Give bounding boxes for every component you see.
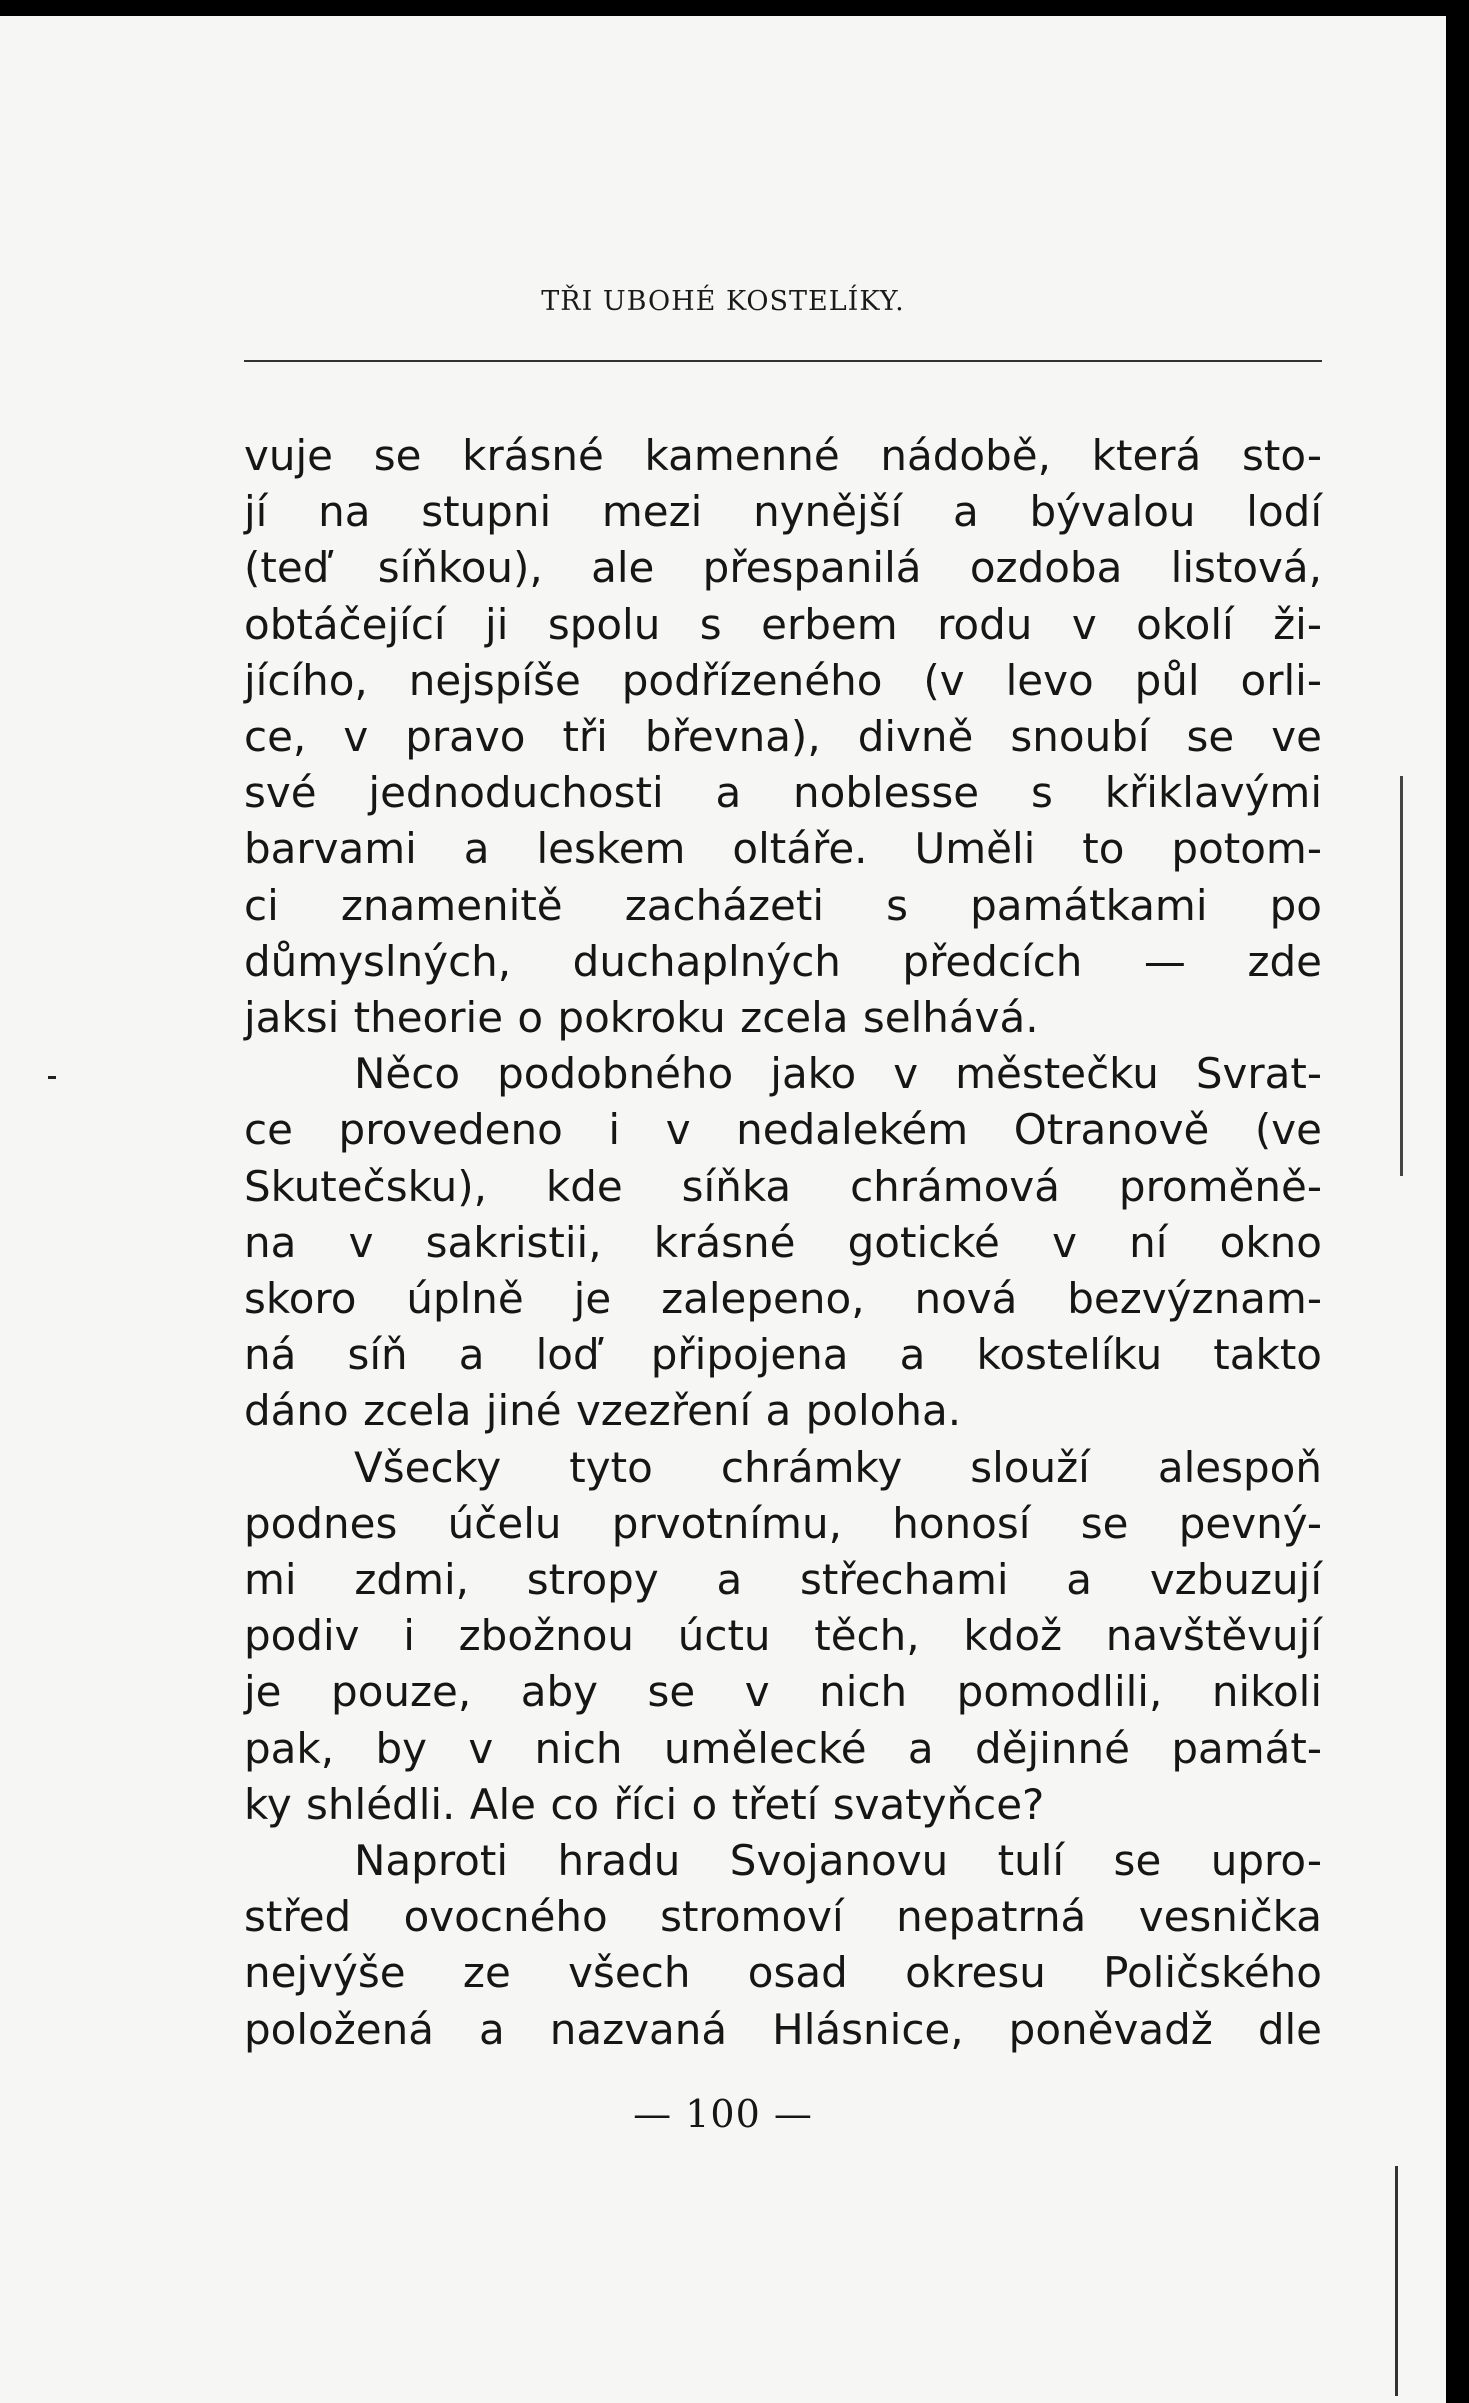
header-rule — [244, 360, 1322, 362]
text-line: ná síň a loď připojena a kostelíku takto — [244, 1330, 1322, 1380]
text-line: nejvýše ze všech osad okresu Poličského — [244, 1948, 1322, 1998]
text-line: Skutečsku), kde síňka chrámová proměně- — [244, 1161, 1322, 1211]
text-line: Něco podobného jako v městečku Svrat- — [354, 1049, 1322, 1099]
text-line: pak, by v nich umělecké a dějinné památ- — [244, 1723, 1322, 1773]
text-line: je pouze, aby se v nich pomodlili, nikoli — [244, 1667, 1322, 1717]
text-line: ce, v pravo tři břevna), divně snoubí se ve — [244, 712, 1322, 762]
page-number: — 100 — — [633, 2092, 813, 2136]
text-line: vuje se krásné kamenné nádobě, která sto- — [244, 431, 1322, 480]
text-line: dáno zcela jiné vzezření a poloha. — [244, 1386, 962, 1436]
scan-speck — [1395, 2166, 1398, 2396]
text-line: (teď síňkou), ale přespanilá ozdoba listová, — [244, 543, 1322, 593]
text-line: střed ovocného stromoví nepatrná vesnička — [244, 1892, 1322, 1942]
book-page — [0, 16, 1446, 2403]
text-line: podiv i zbožnou úctu těch, kdož navštěvují — [244, 1611, 1322, 1661]
text-line: ci znamenitě zacházeti s památkami po — [244, 880, 1322, 930]
text-line: položená a nazvaná Hlásnice, poněvadž dle — [244, 2004, 1322, 2054]
text-line: ky shlédli. Ale co říci o třetí svatyňce? — [244, 1779, 1045, 1829]
text-line: Naproti hradu Svojanovu tulí se upro- — [354, 1836, 1322, 1886]
text-line: na v sakristii, krásné gotické v ní okno — [244, 1217, 1322, 1267]
scan-edge — [1446, 0, 1469, 2403]
scan-speck — [48, 1076, 56, 1079]
text-line: mi zdmi, stropy a střechami a vzbuzují — [244, 1555, 1322, 1605]
body-text — [244, 428, 1322, 2058]
text-line: Všecky tyto chrámky slouží alespoň — [354, 1442, 1322, 1492]
text-line: jícího, nejspíše podřízeného (v levo půl orli- — [244, 655, 1322, 705]
text-line: své jednoduchosti a noblesse s křiklavými — [244, 768, 1322, 818]
text-line: barvami a leskem oltáře. Uměli to potom- — [244, 824, 1322, 874]
text-line: ce provedeno i v nedalekém Otranově (ve — [244, 1105, 1322, 1155]
text-line: skoro úplně je zalepeno, nová bezvýznam- — [244, 1274, 1322, 1324]
text-line: důmyslných, duchaplných předcích — zde — [244, 936, 1322, 986]
text-line: jaksi theorie o pokroku zcela selhává. — [244, 993, 1039, 1043]
text-line: podnes účelu prvotnímu, honosí se pevný- — [244, 1498, 1322, 1548]
scan-speck — [1400, 776, 1403, 1176]
text-line: jí na stupni mezi nynější a bývalou lodí — [244, 487, 1322, 537]
running-head: TŘI UBOHÉ KOSTELÍKY. — [541, 286, 905, 317]
text-line: obtáčející ji spolu s erbem rodu v okolí ži- — [244, 599, 1322, 649]
